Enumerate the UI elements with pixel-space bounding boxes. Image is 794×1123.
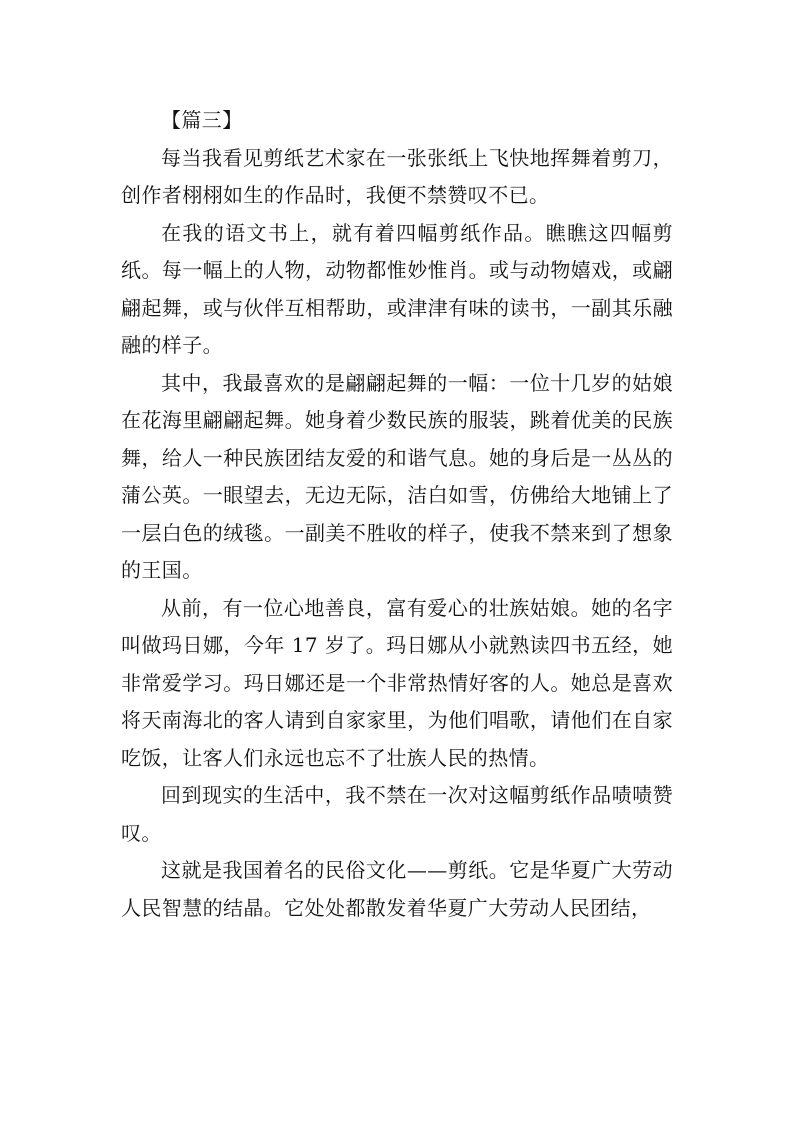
paragraph-2: 在我的语文书上，就有着四幅剪纸作品。瞧瞧这四幅剪纸。每一幅上的人物，动物都惟妙惟肖。或与动物嬉戏，或翩翩起舞，或与伙伴互相帮助，或津津有味的读书，一副其乐融融的样子。 <box>121 220 673 357</box>
paragraph-4: 从前，有一位心地善良，富有爱心的壮族姑娘。她的名字叫做玛日娜，今年 17 岁了。玛日娜从小就熟读四书五经，她非常爱学习。玛日娜还是一个非常热情好客的人。她总是喜欢将天南海北的客人请到自家家里，为他们唱歌，请他们在自家吃饭，让客人们永远也忘不了壮族人民的热情。 <box>121 595 673 770</box>
paragraph-6: 这就是我国着名的民俗文化——剪纸。它是华夏广大劳动人民智慧的结晶。它处处都散发着华夏广大劳动人民团结， <box>121 858 673 920</box>
paragraph-5: 回到现实的生活中，我不禁在一次对这幅剪纸作品啧啧赞叹。 <box>121 783 673 845</box>
section-heading: 【篇三】 <box>161 108 243 132</box>
document-body <box>121 102 673 927</box>
paragraph-1: 每当我看见剪纸艺术家在一张张纸上飞快地挥舞着剪刀，创作者栩栩如生的作品时，我便不禁赞叹不已。 <box>121 145 673 207</box>
paragraph-3: 其中，我最喜欢的是翩翩起舞的一幅：一位十几岁的姑娘在花海里翩翩起舞。她身着少数民族的服装，跳着优美的民族舞，给人一种民族团结友爱的和谐气息。她的身后是一丛丛的蒲公英。一眼望去，无边无际，洁白如雪，仿佛给大地铺上了一层白色的绒毯。一副美不胜收的样子，使我不禁来到了想象的王国。 <box>121 370 673 582</box>
